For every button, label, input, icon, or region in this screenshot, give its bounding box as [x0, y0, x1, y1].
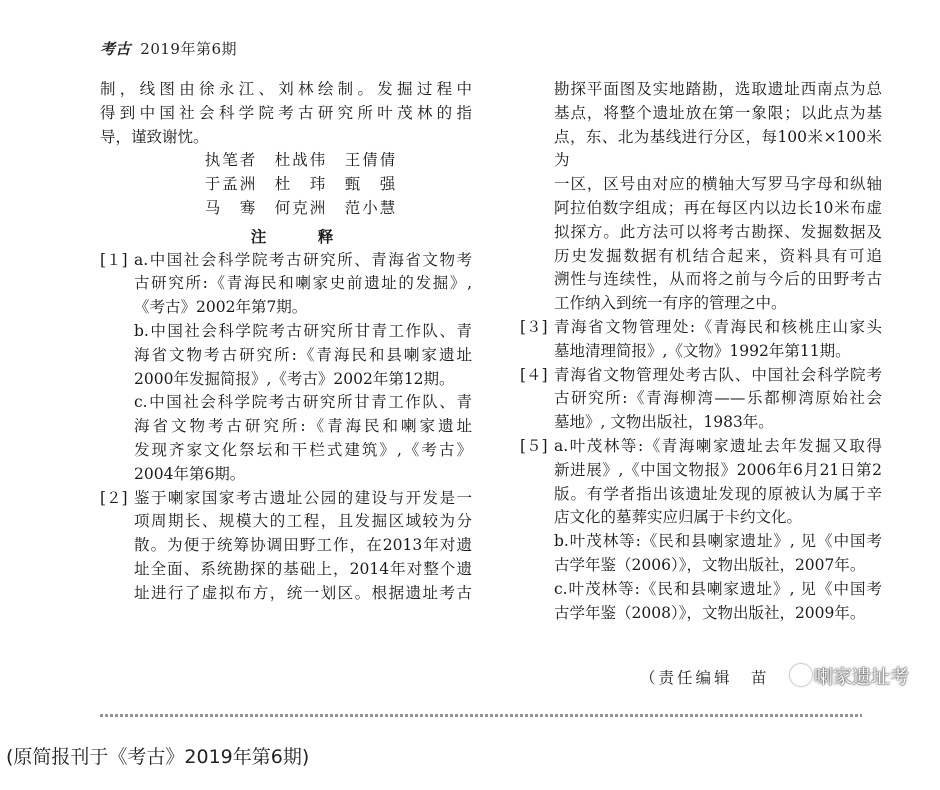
journal-header: [100, 38, 237, 59]
journal-logo: 考古: [100, 40, 132, 58]
author-line: 于孟洲 杜 玮 甄 强: [204, 175, 398, 194]
note-line: 海省文物考古研究所:《青海民和县喇家遗址: [134, 345, 472, 364]
note-number: [２]: [100, 488, 128, 507]
note-line: 2000年发掘简报》,《考古》2002年第12期。: [134, 369, 455, 388]
note-line: 址进行了虚拟布方，统一划区。根据遗址考古: [134, 583, 472, 602]
note-line: 勘探平面图及实地踏勘，选取遗址西南点为总: [554, 80, 882, 98]
note-line: 点，东、北为基线进行分区，每100米×100米为: [554, 127, 882, 170]
left-column: [100, 78, 472, 606]
note-line: 拟探方。此方法可以将考古勘探、发掘数据及: [554, 222, 882, 241]
note-number: [１]: [100, 250, 128, 269]
notes-heading: 注 释: [250, 226, 352, 246]
note-line: 《考古》2002年第7期。: [134, 298, 308, 317]
acknowledgement: [100, 78, 472, 149]
note-number: [４]: [520, 365, 548, 384]
watermark: [790, 662, 909, 689]
note-line: 基点，将整个遗址放在第一象限；以此点为基: [554, 103, 882, 122]
note-number: [３]: [520, 317, 548, 336]
journal-issue: 2019年第6期: [140, 40, 238, 58]
note-line: a.叶茂林等:《青海喇家遗址去年发掘又取得: [554, 436, 882, 455]
note-line: 散。为便于统筹协调田野工作，在2013年对遗: [134, 536, 472, 555]
note-3: [520, 316, 882, 364]
note-line: 址全面、系统勘探的基础上，2014年对整个遗: [134, 559, 472, 578]
note-line: 青海省文物管理处考古队、中国社会科学院考: [554, 365, 882, 384]
note-line: 海省文物考古研究所:《青海民和喇家遗址: [134, 417, 472, 436]
dotted-divider: [100, 714, 862, 717]
note-line: 鉴于喇家国家考古遗址公园的建设与开发是一: [134, 488, 472, 507]
note-line: b.叶茂林等:《民和县喇家遗址》, 见《中国考: [554, 532, 882, 551]
note-4: [520, 364, 882, 435]
author-line: 马 骞 何克洲 范小慧: [204, 198, 398, 217]
note-line: c.叶茂林等:《民和县喇家遗址》, 见《中国考: [554, 579, 882, 598]
note-line: 项周期长、规模大的工程，且发掘区域较为分: [134, 512, 472, 531]
note-line: 古学年鉴（2008）》，文物出版社，2009年。: [554, 603, 866, 622]
note-line: 2004年第6期。: [134, 464, 246, 483]
note-line: 墓地清理简报》,《文物》1992年第11期。: [554, 341, 851, 360]
note-line: c.中国社会科学院考古研究所甘青工作队、青: [134, 393, 472, 412]
note-2-continued: [520, 78, 882, 316]
note-line: a.中国社会科学院考古研究所、青海省文物考: [134, 250, 472, 269]
source-caption: (原简报刊于《考古》2019年第6期): [6, 746, 310, 768]
note-line: 古学年鉴（2006）》，文物出版社，2007年。: [554, 555, 866, 574]
note-line: 阿拉伯数字组成；再在每区内以边长10米布虚: [554, 198, 882, 217]
note-line: b.中国社会科学院考古研究所甘青工作队、青: [134, 321, 472, 340]
note-5: [520, 435, 882, 625]
note-1: [100, 249, 472, 487]
note-line: 历史发掘数据有机结合起来，资料具有可追: [554, 246, 882, 265]
responsible-editor: （责任编辑 苗: [640, 669, 770, 687]
note-line: 古研究所:《青海民和喇家史前遗址的发掘》,: [134, 274, 472, 293]
wechat-icon: [790, 664, 812, 686]
note-line: 墓地》, 文物出版社，1983年。: [554, 413, 774, 432]
ack-line: 得到中国社会科学院考古研究所叶茂林的指: [100, 103, 472, 122]
note-line: 一区，区号由对应的横轴大写罗马字母和纵轴: [554, 175, 882, 194]
watermark-text: 喇家遗址考: [814, 666, 910, 688]
note-line: 溯性与连续性，从而将之前与今后的田野考古: [554, 270, 882, 289]
note-line: 青海省文物管理处:《青海民和核桃庄山家头: [554, 317, 882, 336]
note-line: 工作纳入到统一有序的管理之中。: [554, 294, 787, 313]
note-2: [100, 487, 472, 606]
ack-line: 导，谨致谢忱。: [100, 127, 209, 146]
ack-line: 制，线图由徐永江、刘林绘制。发掘过程中: [100, 80, 472, 98]
author-line: 执笔者 杜战伟 王倩倩: [204, 151, 398, 170]
note-line: 古研究所:《青海柳湾——乐都柳湾原始社会: [554, 389, 882, 408]
right-column: [520, 78, 882, 625]
note-line: 新进展》,《中国文物报》2006年6月21日第2: [554, 460, 882, 479]
note-line: 店文化的墓葬实应归属于卡约文化。: [554, 508, 803, 527]
note-line: 版。有学者指出该遗址发现的原被认为属于辛: [554, 484, 882, 503]
note-number: [５]: [520, 436, 548, 455]
note-line: 发现齐家文化祭坛和干栏式建筑》,《考古》: [134, 440, 472, 459]
